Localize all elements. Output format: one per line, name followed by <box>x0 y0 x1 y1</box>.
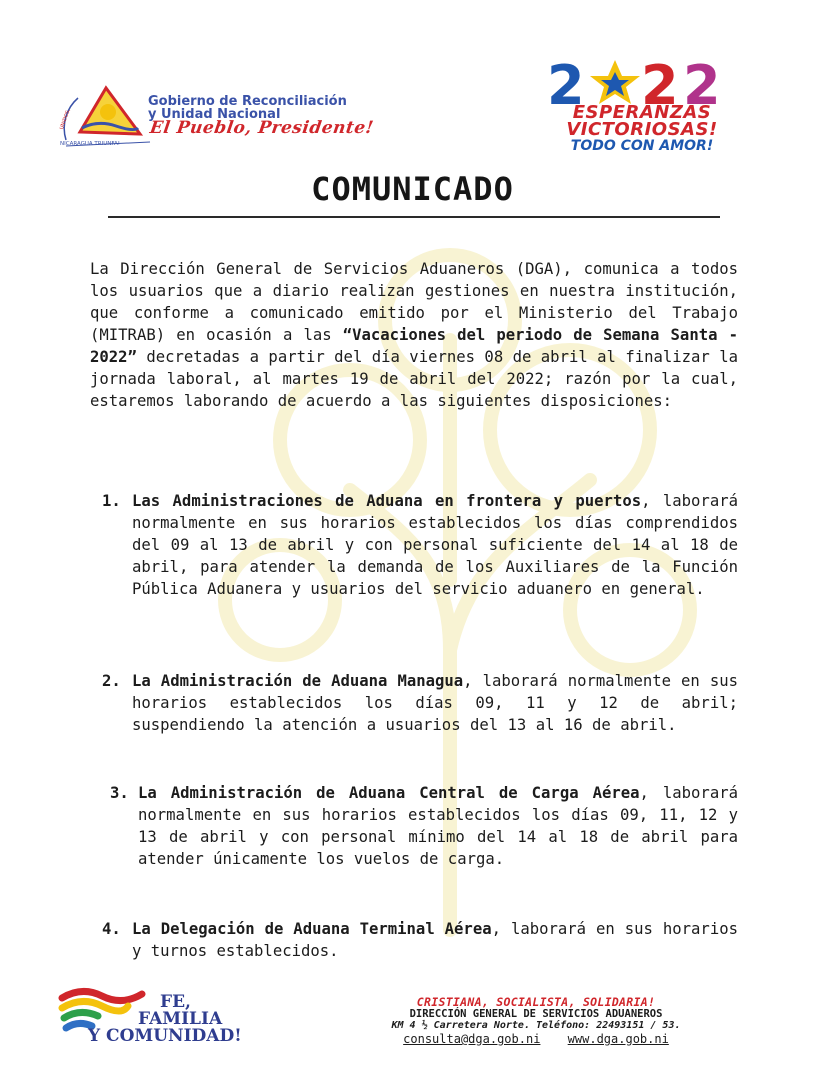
intro-text-pre: La Dirección General de Servicios Aduaneros (DGA), comunica a todos los usuarios que a diario realizan gestiones en nuestra institución, que conforme a comunicado emitido por el Ministerio del Trabajo (MITRAB) en ocasión a las <box>90 260 738 344</box>
ffc-line3: Y COMUNIDAD! <box>88 1026 242 1046</box>
esperanzas-2022-badge <box>543 58 741 162</box>
footer-address: KM 4 ½ Carretera Norte. Teléfono: 22493151 / 53. <box>391 1020 681 1031</box>
footer-motto: CRISTIANA, SOCIALISTA, SOLIDARIA! <box>416 995 656 1009</box>
list-item-number: 3. <box>110 784 129 802</box>
government-slogan: El Pueblo, Presidente! <box>148 118 375 138</box>
document-title: COMUNICADO <box>311 170 514 208</box>
list-item-text: , laborará normalmente en sus horarios establecidos los días 09, 11, 12 y 13 de abril y con personal mínimo del 14 al 18 de abril para atender únicamente los vuelos de carga. <box>138 784 738 868</box>
list-item <box>102 670 739 736</box>
intro-text-post: decretadas a partir del día viernes 08 de abril al finalizar la jornada laboral, al martes 19 de abril del 2022; razón por la cual, estaremos laborando de acuerdo a las siguientes disposiciones: <box>90 348 738 410</box>
footer-contact <box>316 996 756 1045</box>
government-name-line2: y Unidad Nacional <box>148 107 281 122</box>
ffc-line1: FE, <box>160 992 191 1012</box>
government-name-line1: Gobierno de Reconciliación <box>148 94 347 109</box>
fe-familia-comunidad-text <box>88 994 242 1045</box>
svg-text:2: 2 <box>683 58 721 110</box>
list-item <box>102 918 738 962</box>
svg-text:2: 2 <box>641 58 679 110</box>
list-item <box>110 782 738 870</box>
list-item <box>102 490 738 600</box>
list-item-text: , laborará normalmente en sus horarios establecidos los días comprendidos del 09 al 13 de abril y con personal suficiente del 14 al 18 de abril, para atender la demanda de los Auxiliares de la Función Pública Aduanera y usuarios del servicio aduanero en general. <box>132 492 738 598</box>
government-logo <box>58 82 154 148</box>
svg-text:NICARAGUA TRIUNFA!: NICARAGUA TRIUNFA! <box>60 141 120 147</box>
footer-email-link[interactable]: consulta@dga.gob.ni <box>403 1032 541 1046</box>
svg-text:UNIDOS,: UNIDOS, <box>58 108 72 131</box>
list-item-number: 4. <box>102 920 121 938</box>
intro-paragraph <box>90 258 738 412</box>
title-underline <box>108 216 720 218</box>
badge-line2: VICTORIOSAS! <box>566 119 718 140</box>
svg-text:2: 2 <box>547 58 585 110</box>
badge-line3: TODO CON AMOR! <box>570 138 714 154</box>
intro-text-bold: “Vacaciones del periodo de Semana Santa - 2022” <box>90 326 738 366</box>
list-item-text: , laborará en sus horarios y turnos establecidos. <box>132 920 738 960</box>
footer-links <box>316 1033 756 1045</box>
list-item-heading: La Administración de Aduana Central de Carga Aérea <box>138 784 640 802</box>
list-item-heading: La Administración de Aduana Managua <box>132 672 464 690</box>
list-item-number: 2. <box>102 672 121 690</box>
ffc-line2: FAMILIA <box>138 1009 223 1029</box>
badge-line1: ESPERANZAS <box>572 102 712 123</box>
footer-website-link[interactable]: www.dga.gob.ni <box>567 1032 669 1046</box>
footer-institution: DIRECCIÓN GENERAL DE SERVICIOS ADUANEROS <box>409 1008 663 1020</box>
list-item-heading: Las Administraciones de Aduana en frontera y puertos <box>132 492 642 510</box>
list-item-heading: La Delegación de Aduana Terminal Aérea <box>132 920 492 938</box>
list-item-number: 1. <box>102 492 121 510</box>
list-item-text: , laborará normalmente en sus horarios establecidos los días 09, 11 y 12 de abril; suspendiendo la atención a usuarios del 13 al 16 de abril. <box>132 672 739 734</box>
